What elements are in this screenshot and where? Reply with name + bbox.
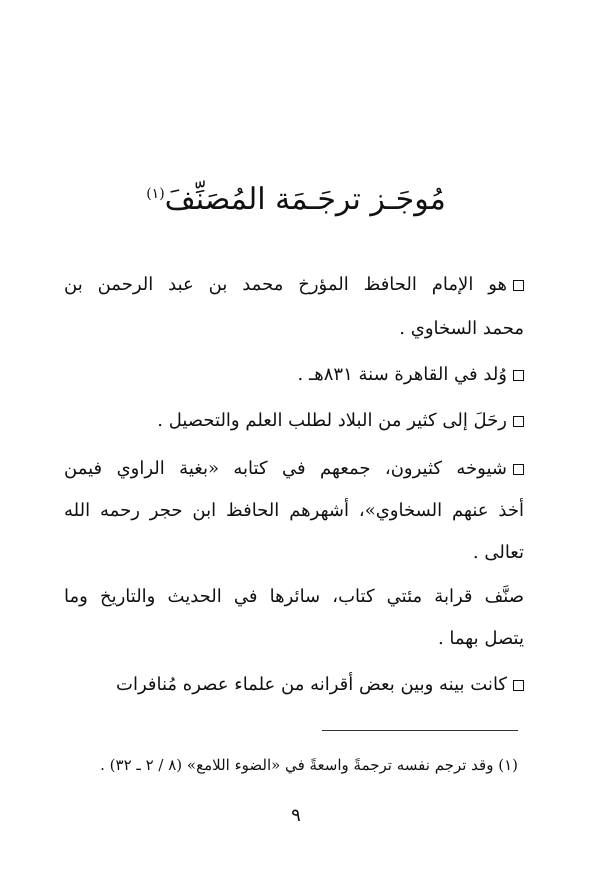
- bullet-square-icon: [513, 370, 524, 381]
- page-number: ٩: [291, 805, 301, 826]
- footnote: [58, 752, 518, 778]
- item-4-text-1: شيوخه كثيرون، جمعهم في كتابه «بغية الراوي فيمن: [64, 458, 507, 479]
- item-1-text-2: محمد السخاوي .: [399, 318, 524, 339]
- item-6-text-1: كانت بينه وبين بعض أقرانه من علماء عصره مُنافرات: [116, 674, 507, 695]
- item-4-line-2: [64, 496, 524, 526]
- item-3-text-1: رحَلَ إلى كثير من البلاد لطلب العلم والتحصيل .: [157, 410, 507, 431]
- item-4-line-1: [64, 454, 524, 484]
- item-4-line-3: [64, 538, 524, 568]
- para-5-line-1: [64, 582, 524, 612]
- item-1-text-1: هو الإمام الحافظ المؤرخ محمد بن عبد الرحمن بن: [64, 274, 507, 295]
- item-6-line-1: [64, 670, 524, 700]
- item-4-text-3: تعالى .: [472, 542, 524, 563]
- bullet-square-icon: [513, 416, 524, 427]
- item-2-text-1: وُلد في القاهرة سنة ٨٣١هـ .: [297, 364, 507, 385]
- para-5-text-1: صنَّف قرابة مئتي كتاب، سائرها في الحديث والتاريخ وما: [64, 586, 524, 607]
- footnote-separator: [322, 730, 518, 731]
- page-title-text: مُوجَـز ترجَـمَة المُصَنِّفَ: [164, 182, 446, 217]
- bullet-square-icon: [513, 464, 524, 475]
- item-1-line-1: [64, 270, 524, 300]
- para-5-text-2: يتصل بهما .: [437, 628, 524, 649]
- bullet-square-icon: [513, 680, 524, 691]
- page-title: [0, 178, 592, 222]
- para-5-line-2: [64, 624, 524, 654]
- item-1-line-2: [64, 314, 524, 344]
- bullet-square-icon: [513, 280, 524, 291]
- title-footnote-marker: (١): [146, 186, 165, 202]
- footnote-text: (١) وقد ترجم نفسه ترجمةً واسعةً في «الضوء اللامع» (٨ / ٢ ـ ٣٢) .: [100, 756, 518, 774]
- item-3-line-1: [64, 406, 524, 436]
- item-4-text-2: أخذ عنهم السخاوي»، أشهرهم الحافظ ابن حجر رحمه الله: [64, 500, 524, 521]
- item-2-line-1: [64, 360, 524, 390]
